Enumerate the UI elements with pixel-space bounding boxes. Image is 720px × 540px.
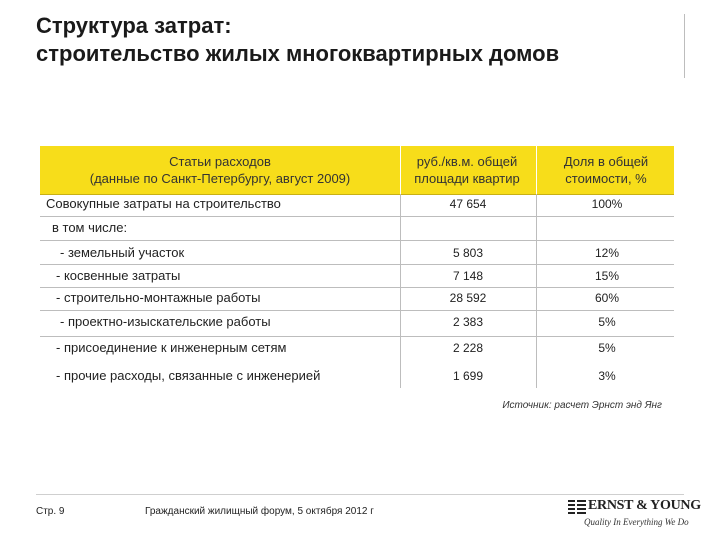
row-share-value: 100% bbox=[591, 197, 623, 211]
header-separator bbox=[400, 146, 401, 194]
row-label: - земельный участок bbox=[60, 245, 185, 260]
title-right-rule bbox=[684, 14, 685, 78]
table-row bbox=[40, 286, 674, 310]
row-label: - присоединение к инженерным сетям bbox=[56, 340, 287, 355]
header-cost-items: Статьи расходов (данные по Санкт-Петербургу, август 2009) bbox=[89, 154, 351, 186]
ey-logo-icon bbox=[568, 500, 586, 514]
row-share-value: 5% bbox=[598, 341, 616, 355]
table-row bbox=[40, 264, 674, 288]
row-label: Совокупные затраты на строительство bbox=[46, 196, 281, 211]
row-rub-value: 47 654 bbox=[449, 197, 487, 211]
table-row bbox=[40, 241, 674, 265]
row-share-value: 5% bbox=[598, 315, 616, 329]
source-note: Источник: расчет Эрнст энд Янг bbox=[502, 400, 662, 411]
row-rub-value: 28 592 bbox=[449, 291, 487, 305]
row-rub-value: 5 803 bbox=[452, 246, 484, 260]
ernst-young-logo bbox=[568, 498, 701, 534]
page-title bbox=[36, 12, 696, 68]
logo-tagline: Quality In Everything We Do bbox=[584, 517, 689, 527]
row-rub-value: 1 699 bbox=[452, 369, 484, 383]
footer-divider bbox=[36, 494, 684, 495]
logo-name: ERNST & YOUNG bbox=[588, 498, 701, 513]
row-label: - строительно-монтажные работы bbox=[56, 290, 261, 305]
row-rub-value: 2 383 bbox=[452, 315, 484, 329]
table-row bbox=[40, 364, 674, 388]
table-header bbox=[40, 146, 674, 195]
row-rub-value: 2 228 bbox=[452, 341, 484, 355]
event-name: Гражданский жилищный форум, 5 октября 2012 г bbox=[145, 506, 374, 517]
row-share-value: 3% bbox=[598, 369, 616, 383]
header-share: Доля в общей стоимости, % bbox=[563, 154, 649, 186]
header-separator bbox=[536, 146, 537, 194]
row-share-value: 12% bbox=[594, 246, 620, 260]
title-line-1: Структура затрат: bbox=[36, 13, 232, 38]
title-line-2: строительство жилых многоквартирных домов bbox=[36, 41, 560, 66]
table-row bbox=[40, 310, 674, 334]
row-rub-value: 7 148 bbox=[452, 269, 484, 283]
row-label: - прочие расходы, связанные с инженерией bbox=[56, 368, 321, 383]
table-row bbox=[40, 336, 674, 360]
header-rub-per-sqm: руб./кв.м. общей площади квартир bbox=[414, 154, 520, 186]
row-label: - проектно-изыскательские работы bbox=[60, 314, 271, 329]
row-share-value: 60% bbox=[594, 291, 620, 305]
page-number: Стр. 9 bbox=[36, 506, 65, 517]
row-label: в том числе: bbox=[52, 220, 128, 235]
row-share-value: 15% bbox=[594, 269, 620, 283]
table-row bbox=[40, 192, 674, 216]
table-row bbox=[40, 216, 674, 240]
row-label: - косвенные затраты bbox=[56, 268, 181, 283]
